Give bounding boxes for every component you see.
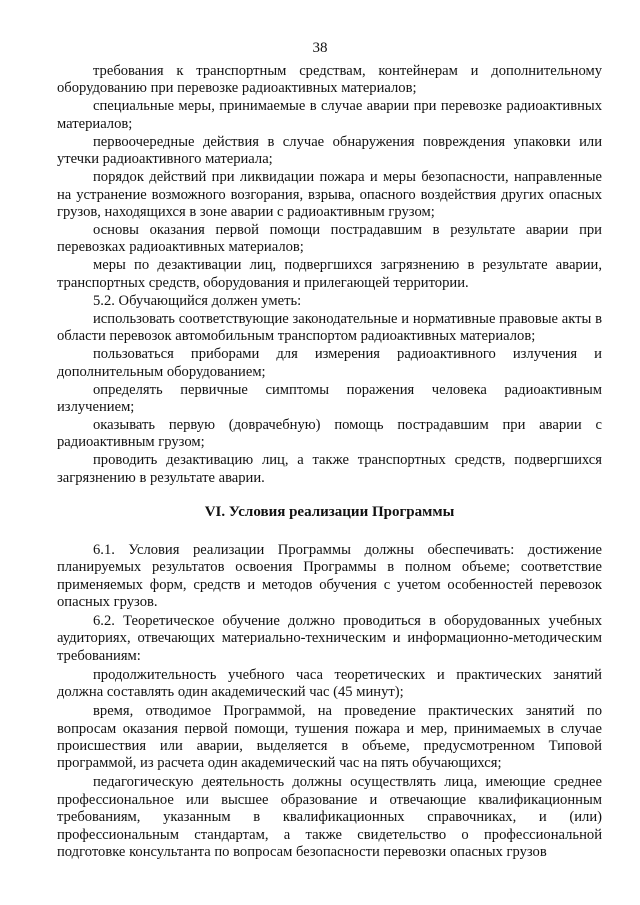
section-6-content: [57, 542, 602, 862]
page-number: 38: [312, 40, 328, 56]
paragraph: 6.1. Условия реализации Программы должны обеспечивать: достижение планируемых результатов освоения Программы в полном объеме; соответствие применяемых форм, средств и методов обучения с учетом особенностей перевозок опасных грузов.: [57, 541, 602, 610]
page-content: [57, 63, 602, 863]
section-heading: VI. Условия реализации Программы: [204, 504, 455, 521]
paragraph: время, отводимое Программой, на проведение практических занятий по вопросам оказания первой помощи, тушения пожара и мер, принимаемых в случае происшествия или аварии, выделяется в объеме, предусмотренном Типовой программой, из расчета один академический час на пять обучающихся;: [57, 703, 602, 772]
paragraph: специальные меры, принимаемые в случае аварии при перевозке радиоактивных материалов;: [57, 98, 602, 132]
paragraph: пользоваться приборами для измерения радиоактивного излучения и дополнительным оборудованием;: [57, 346, 602, 380]
paragraph: меры по дезактивации лиц, подвергшихся загрязнению в результате аварии, транспортных средств, оборудования и прилегающей территории.: [57, 257, 602, 291]
paragraph: продолжительность учебного часа теоретических и практических занятий должна составлять один академический час (45 минут);: [57, 666, 602, 701]
paragraph: определять первичные симптомы поражения человека радиоактивным излучением;: [57, 381, 602, 416]
paragraph: 5.2. Обучающийся должен уметь:: [93, 292, 302, 309]
section-5-content: [57, 63, 602, 487]
paragraph: использовать соответствующие законодательные и нормативные правовые акты в области перевозок автомобильным транспортом радиоактивных материалов;: [57, 310, 602, 345]
paragraph: порядок действий при ликвидации пожара и меры безопасности, направленные на устранение возможного возгорания, взрыва, опасного воздействия других опасных грузов, находящихся в зоне аварии с радиоактивным грузом;: [57, 169, 602, 221]
paragraph: требования к транспортным средствам, контейнерам и дополнительному оборудованию при перевозке радиоактивных материалов;: [57, 63, 602, 97]
paragraph: основы оказания первой помощи пострадавшим в результате аварии при перевозках радиоактивных материалов;: [57, 222, 602, 256]
paragraph: проводить дезактивацию лиц, а также транспортных средств, подвергшихся загрязнению в результате аварии.: [57, 452, 602, 486]
paragraph: первоочередные действия в случае обнаружения повреждения упаковки или утечки радиоактивного материала;: [57, 133, 602, 168]
paragraph: оказывать первую (доврачебную) помощь пострадавшим при аварии с радиоактивным грузом;: [57, 417, 602, 451]
paragraph: педагогическую деятельность должны осуществлять лица, имеющие среднее профессиональное или высшее образование и отвечающие квалификационным требованиям, указанным в квалификационных справочниках, и (или) профессиональным стандартам, а также свидетельство о профессиональной подготовке консультанта по вопросам безопасности перевозки опасных грузов: [57, 774, 602, 860]
paragraph: 6.2. Теоретическое обучение должно проводиться в оборудованных учебных аудиториях, отвечающих материально-техническим и информационно-методическим требованиям:: [57, 612, 602, 664]
